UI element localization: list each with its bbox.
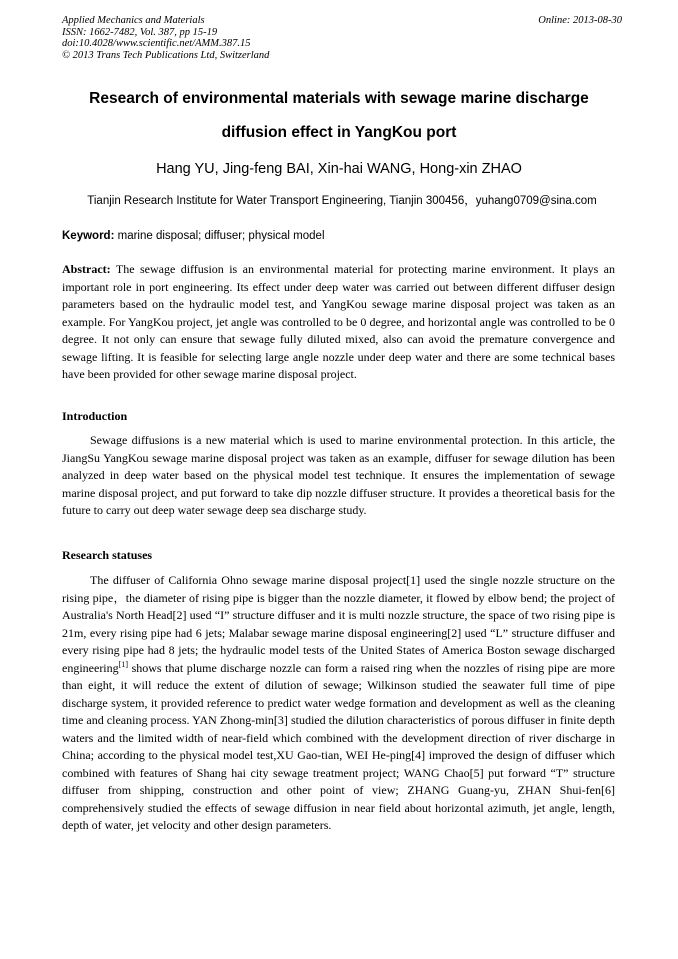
journal-header bbox=[62, 15, 622, 61]
affiliation: Tianjin Research Institute for Water Transport Engineering, Tianjin 300456，yuhang0709@sina.com bbox=[87, 195, 597, 207]
research-statuses-text bbox=[62, 572, 615, 835]
doi-line: doi:10.4028/www.scientific.net/AMM.387.15 bbox=[62, 38, 251, 49]
research-statuses-heading: Research statuses bbox=[62, 548, 153, 562]
keyword-label: Keyword: bbox=[62, 230, 115, 242]
research-statuses-text-part-2: shows that plume discharge nozzle can form a raised ring when the nozzles of rising pipe are more than eight, it will reduce the extent of dilution of sewage; Wilkinson studied the seawater full time of pipe discharge system, it provided reference to predict water wedge formation and development as well as the cleaning time and cleaning process. YAN Zhong-min[3] studied the dilution characteristics of porous diffuser in finite depth waters and the limited width of near-field which combined with the development direction of river discharge in China; according to the physical model test,XU Gao-tian, WEI He-ping[4] improved the design of diffuser which combined with features of Shang hai city sewage treatment project; WANG Chao[5] put forward “T” structure diffuser from shipping, construction and other point of view; ZHANG Guang-yu, ZHAN Shui-fen[6] comprehensively studied the effects of sewage diffusion in near field about horizontal azimuth, jet angle, length, depth of water, jet velocity and other design parameters. bbox=[62, 660, 615, 832]
author-list: Hang YU, Jing-feng BAI, Xin-hai WANG, Hong-xin ZHAO bbox=[156, 161, 522, 177]
issn-line: ISSN: 1662-7482, Vol. 387, pp 15-19 bbox=[62, 26, 218, 38]
research-statuses-text-part-1: The diffuser of California Ohno sewage marine disposal project[1] used the single nozzle structure on the rising pipe，the diameter of rising pipe is bigger than the nozzle diameter, it flowed by elbow bend; the project of Australia's North Head[2] used “I” structure diffuser and it is multi nozzle structure, the space of two rising pipe is 21m, every rising pipe had 6 jets; Malabar sewage marine disposal engineering[2] used “L” structure diffuser and every rising pipe had 8 jets; the hydraulic model tests of the United States of America Boston sewage discharged engineering bbox=[62, 573, 615, 675]
copyright-line: © 2013 Trans Tech Publications Ltd, Switzerland bbox=[62, 49, 270, 61]
abstract bbox=[62, 261, 615, 384]
online-date: Online: 2013-08-30 bbox=[538, 15, 622, 26]
journal-name: Applied Mechanics and Materials bbox=[62, 15, 205, 26]
introduction-heading: Introduction bbox=[62, 409, 128, 423]
paper-title-line-1: Research of environmental materials with sewage marine discharge bbox=[89, 90, 589, 107]
abstract-text: The sewage diffusion is an environmental material for protecting marine environment. It plays an important role in port engineering. Its effect under deep water was carried out between different diffuser design parameters based on the hydraulic model test, and YangKou sewage marine disposal project was taken as an example. For YangKou project, jet angle was controlled to be 0 degree, and horizontal angle was controlled to be 0 degree. It not only can ensure that sewage fully diluted mixed, also can avoid the premature convergence and sewage lifting. It is feasible for selecting large angle nozzle under deep water and there are some technical bases have been provided for other sewage marine disposal project. bbox=[62, 262, 615, 381]
keywords bbox=[62, 230, 325, 242]
keyword-list: marine disposal; diffuser; physical model bbox=[117, 230, 325, 242]
abstract-label: Abstract: bbox=[62, 262, 111, 276]
introduction-text: Sewage diffusions is a new material which is used to marine environmental protection. In this article, the JiangSu YangKou sewage marine disposal project was taken as an example, diffuser for sewage dilution has been analyzed in deep water based on the physical model test technique. It ensures the implementation of sewage marine disposal project, and put forward to take dip nozzle diffuser structure. It provides a theoretical basis for the future to carry out deep water sewage deep sea discharge study. bbox=[62, 433, 615, 517]
citation-superscript: [1] bbox=[118, 659, 128, 669]
paper-title-line-2: diffusion effect in YangKou port bbox=[221, 124, 457, 141]
